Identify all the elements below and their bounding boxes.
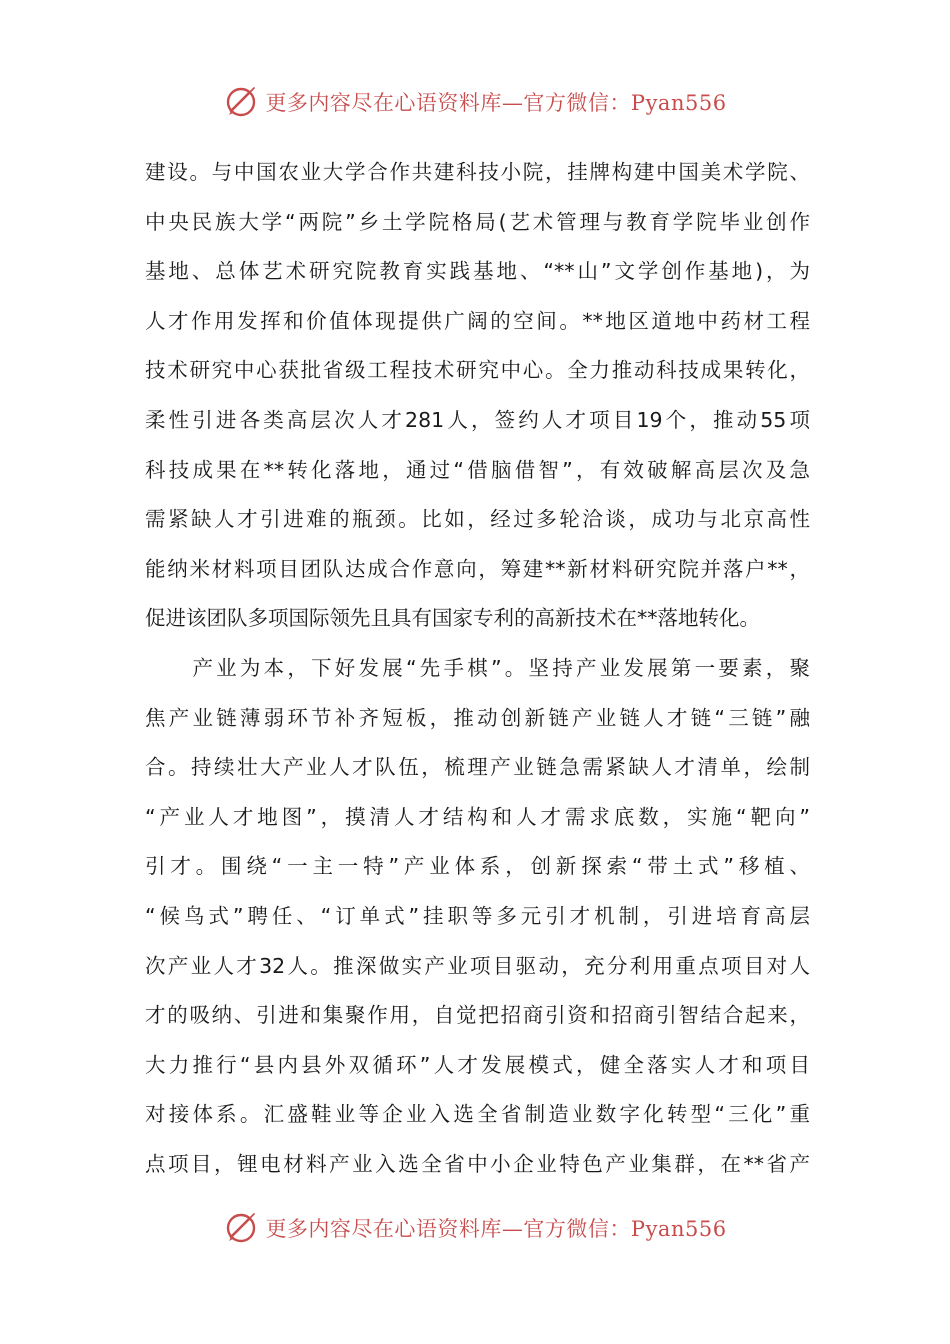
text-line: 对接体系。汇盛鞋业等企业入选全省制造业数字化转型“三化”重 [145,1102,810,1127]
document-body [145,148,810,1189]
text-line: 技术研究中心获批省级工程技术研究中心。全力推动科技成果转化， [145,358,810,383]
text-line: 中央民族大学“两院”乡土学院格局(艺术管理与教育学院毕业创作 [145,209,810,234]
text-line: 建设。与中国农业大学合作共建科技小院，挂牌构建中国美术学院、 [145,160,810,184]
text-line: 大力推行“县内县外双循环”人才发展模式，健全落实人才和项目 [145,1052,810,1077]
text-line: 焦产业链薄弱环节补齐短板，推动创新链产业链人才链“三链”融 [145,705,810,730]
watermark-text: 更多内容尽在心语资料库—官方微信：Pyan556 [265,1217,727,1241]
text-line: 科技成果在**转化落地，通过“借脑借智”，有效破解高层次及急 [145,457,810,482]
pen-logo-icon [223,84,259,120]
text-line: “产业人才地图”，摸清人才结构和人才需求底数，实施“靶向” [145,804,810,829]
text-line: 柔性引进各类高层次人才281人，签约人才项目19个，推动55项 [145,407,810,432]
text-line: 次产业人才32人。推深做实产业项目驱动，充分利用重点项目对人 [145,953,810,978]
text-line: 人才作用发挥和价值体现提供广阔的空间。**地区道地中药材工程 [145,308,810,333]
text-line: 引才。围绕“一主一特”产业体系，创新探索“带土式”移植、 [145,854,810,879]
footer-watermark-banner [0,1208,950,1248]
text-line: 促进该团队多项国际领先且具有国家专利的高新技术在**落地转化。 [145,606,760,631]
text-line: “候鸟式”聘任、“订单式”挂职等多元引才机制，引进培育高层 [145,903,810,928]
watermark-text: 更多内容尽在心语资料库—官方微信：Pyan556 [265,91,727,115]
header-watermark-banner [0,82,950,122]
text-line: 产业为本，下好发展“先手棋”。坚持产业发展第一要素，聚 [145,655,810,680]
text-line: 能纳米材料项目团队达成合作意向，筹建**新材料研究院并落户**， [145,556,810,581]
text-line: 合。持续壮大产业人才队伍，梳理产业链急需紧缺人才清单，绘制 [145,755,810,780]
text-line: 才的吸纳、引进和集聚作用，自觉把招商引资和招商引智结合起来， [145,1003,810,1028]
text-line: 点项目，锂电材料产业入选全省中小企业特色产业集群，在**省产 [145,1151,810,1176]
pen-logo-icon [223,1210,259,1246]
text-line: 基地、总体艺术研究院教育实践基地、“**山”文学创作基地)，为 [145,259,810,284]
text-line: 需紧缺人才引进难的瓶颈。比如，经过多轮洽谈，成功与北京高性 [145,507,810,532]
